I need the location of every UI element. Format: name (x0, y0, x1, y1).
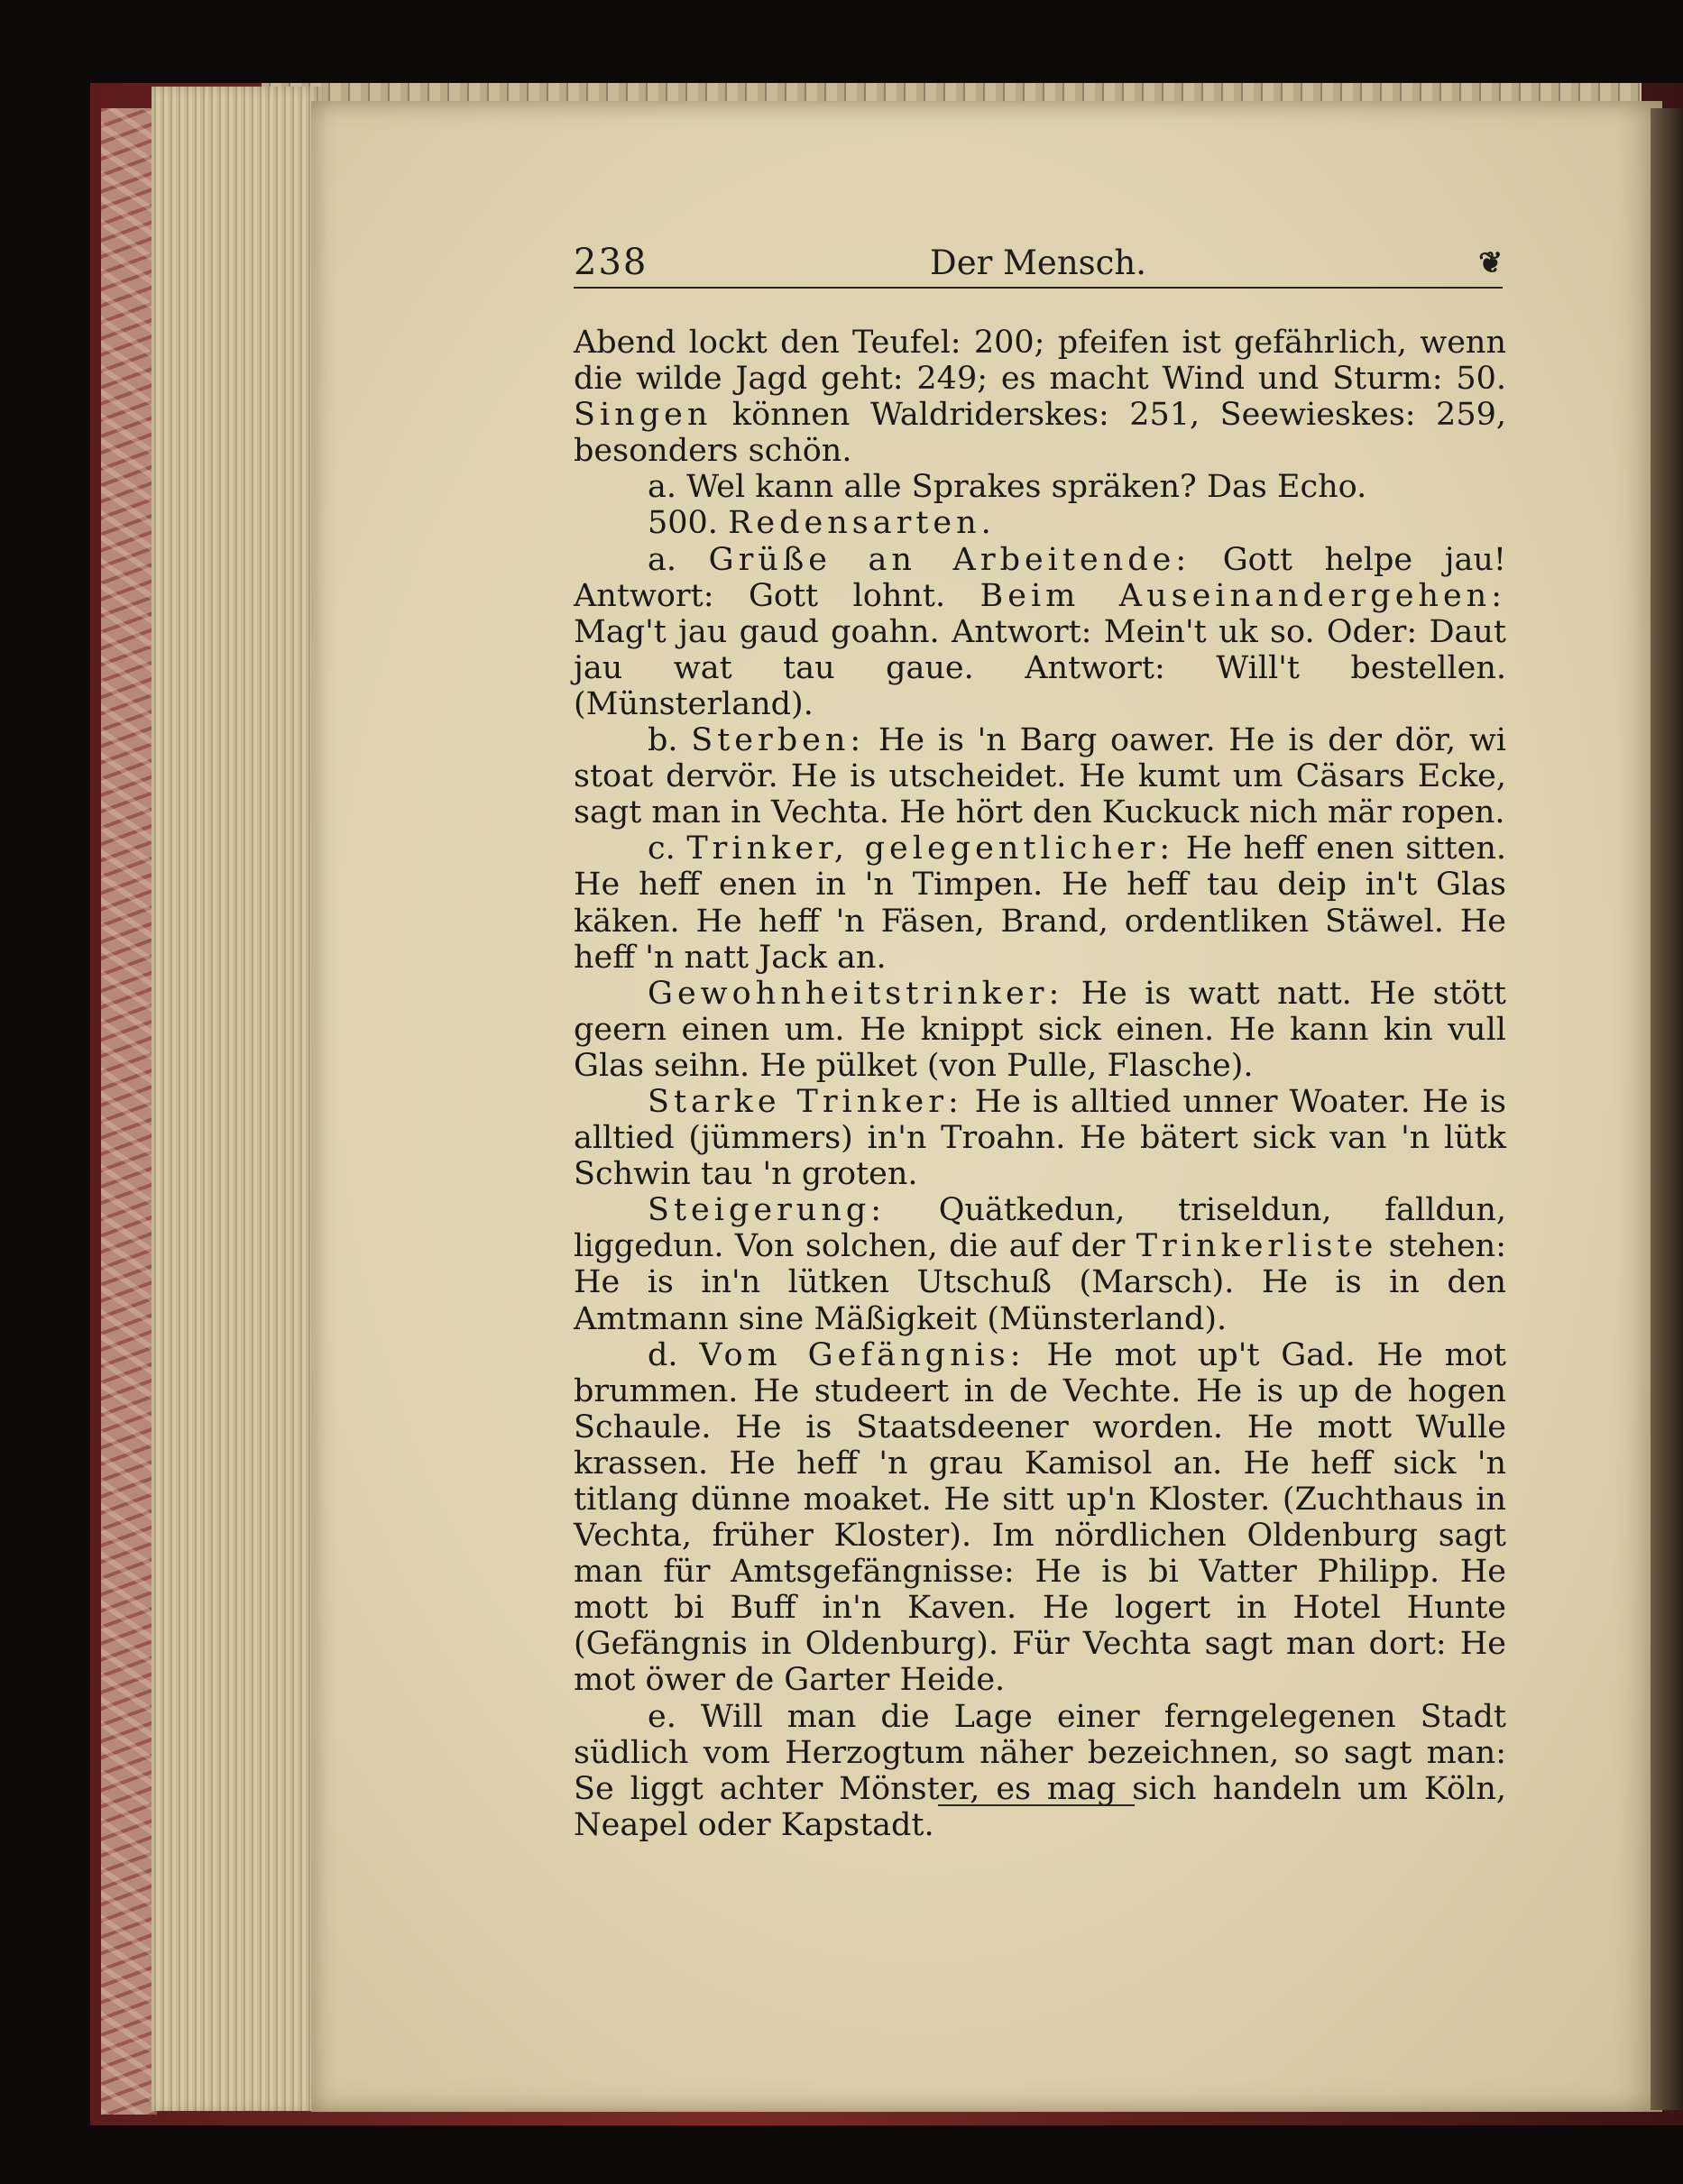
paragraph (574, 542, 1506, 722)
paragraph (574, 325, 1506, 469)
paragraph (574, 830, 1506, 975)
section-number: 500. (648, 505, 729, 542)
text-run: He mot up't Gad. He mot brummen. He studeert in de Vechte. He is up de hogen Schaule. He is Staatsdeener worden. He mott Wulle krassen. He heff 'n grau Kamisol an. He heff sick 'n titlang dünne moaket. He sitt up'n Kloster. (Zuchthaus in Vechta, früher Kloster). Im nördlichen Oldenburg sagt man für Amtsgefängnisse: He is bi Vatter Philipp. He mott bi Buff in'n Kaven. He logert in Hotel Hunte (Gefängnis in Oldenburg). Für Vechta sagt man dort: He mot öwer de Garter Heide. (574, 1336, 1506, 1699)
text-run: können Waldriderskes: 251, Seewieskes: 259, besonders schön. (574, 397, 1506, 470)
spaced-heading: Grüße an Arbeitende: (708, 541, 1191, 578)
text-run: He is alltied unner Woater. He is alltied (jümmers) in'n Troahn. He bätert sick van 'n lütk Schwin tau 'n groten. (574, 1083, 1506, 1193)
spaced-heading: Steigerung: (648, 1192, 887, 1229)
item-letter: d. (648, 1336, 700, 1373)
spaced-heading: Sterben: (691, 722, 866, 759)
ornament-icon: ❦ (1478, 245, 1503, 280)
text-run: He is watt natt. He stött geern einen um. He knippt sick einen. He kann kin vull Glas seihn. He pülket (von Pulle, Flasche). (574, 975, 1506, 1084)
facing-page-edge (1651, 108, 1683, 2110)
running-title: Der Mensch. (930, 243, 1146, 282)
paragraph (574, 1337, 1506, 1699)
end-rule (938, 1804, 1135, 1806)
text-run: Quätkedun, triseldun, falldun, liggedun. Von solchen, die auf der (574, 1192, 1506, 1265)
page-body (574, 325, 1506, 1843)
item-letter: b. (648, 722, 692, 759)
paragraph: a. Wel kann alle Sprakes spräken? Das Echo. (648, 469, 1367, 506)
paragraph (574, 1084, 1506, 1192)
text-run: Mag't jau gaud goahn. Antwort: Mein't uk so. Oder: Daut jau wat tau gaue. Antwort: Will't bestellen. (Münsterland). (574, 613, 1506, 722)
section-heading (574, 505, 1506, 541)
text-run: Gott helpe jau! Antwort: Gott lohnt. (574, 541, 1506, 614)
spaced-heading: Trinker, gelegentlicher: (686, 830, 1175, 867)
paragraph (574, 976, 1506, 1084)
spaced-heading: Starke Trinker: (648, 1083, 963, 1120)
text-run: Abend lockt den Teufel: 200; pfeifen ist gefährlich, wenn die wilde Jagd geht: 249; es macht Wind und Sturm: 50. (574, 325, 1506, 398)
paragraph: e. Will man die Lage einer ferngelegenen Stadt südlich vom Herzogtum näher bezeichnen, so sagt man: Se liggt achter Mönster, es mag sich handeln um Köln, Neapel oder Kapstadt. (574, 1698, 1506, 1843)
spaced-heading: Trinkerliste (1136, 1228, 1378, 1265)
paragraph (574, 1192, 1506, 1336)
page-stack-edges (152, 87, 323, 2111)
marbled-edge (101, 108, 157, 2115)
spaced-heading: Redensarten. (728, 505, 996, 542)
text-run: He heff enen sitten. He heff enen in 'n Timpen. He heff tau deip in't Glas käken. He heff 'n Fäsen, Brand, ordentliken Stäwel. He heff 'n natt Jack an. (574, 830, 1506, 976)
paragraph (574, 722, 1506, 830)
spaced-heading: Gewohnheitstrinker: (648, 975, 1064, 1012)
page-header (574, 242, 1503, 289)
text-run: He is 'n Barg oawer. He is der dör, wi stoat dervör. He is utscheidet. He kumt um Cäsars Ecke, sagt man in Vechta. He hört den Kuckuck nich mär ropen. (574, 722, 1506, 831)
spaced-heading: Singen (574, 397, 713, 434)
spaced-heading: Beim Auseinandergehen: (979, 577, 1506, 614)
item-letter: a. (648, 541, 709, 578)
page-number: 238 (574, 242, 648, 283)
text-run: stehen: He is in'n lütken Utschuß (Marsch). He is in den Amtmann sine Mäßigkeit (Münsterland). (574, 1228, 1506, 1337)
item-letter: c. (648, 830, 687, 867)
spaced-heading: Vom Gefängnis: (699, 1336, 1025, 1373)
